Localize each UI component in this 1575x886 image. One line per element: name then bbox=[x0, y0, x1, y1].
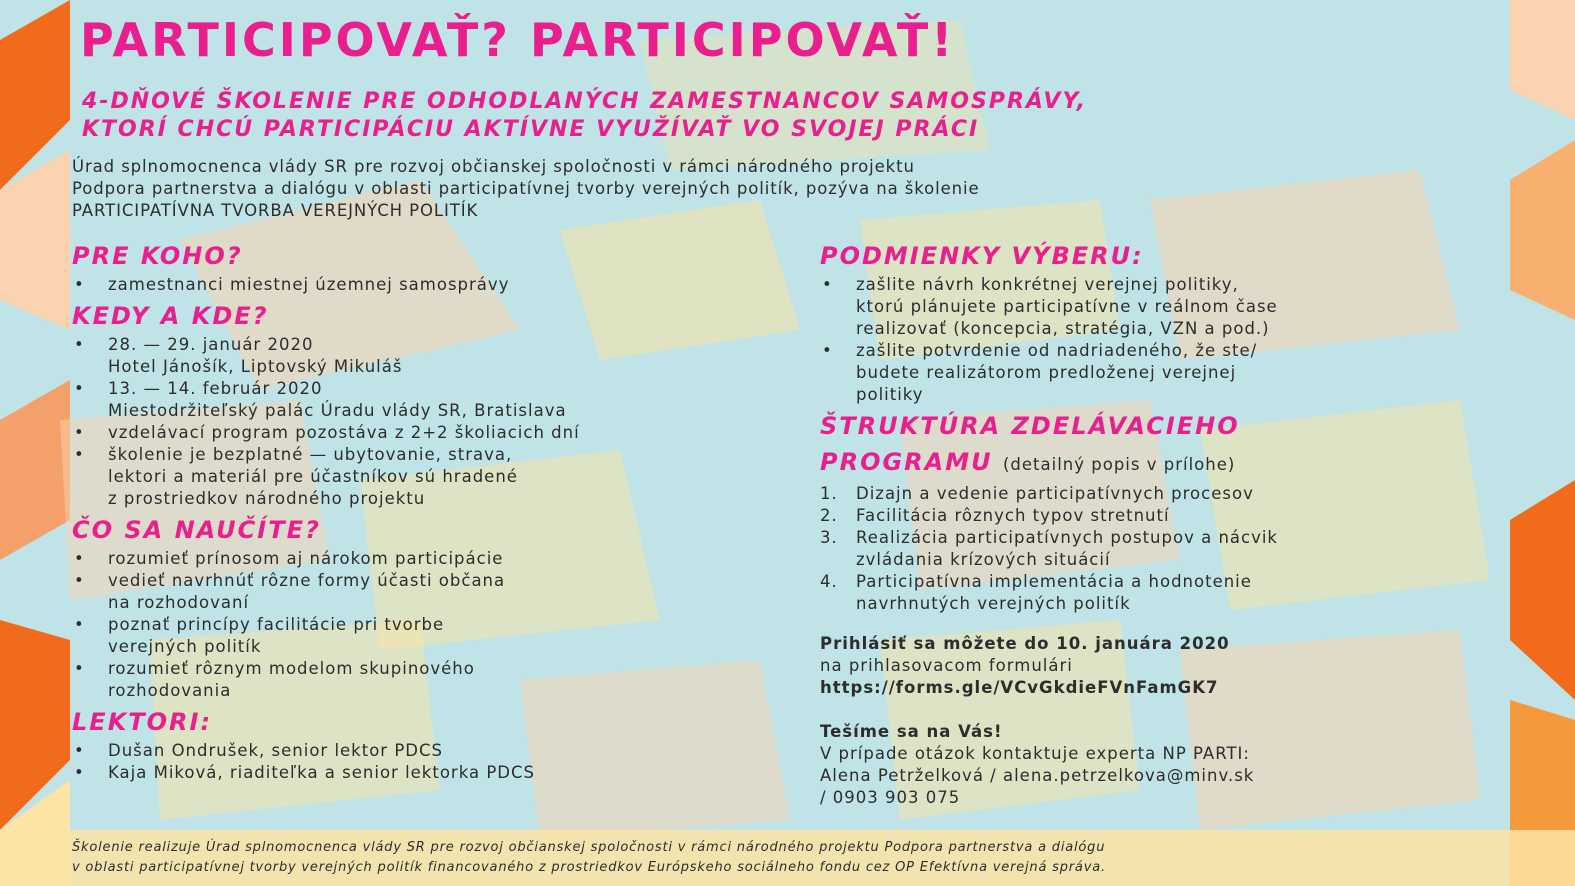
heading-struktura-line1: ŠTRUKTÚRA ZDELÁVACIEHO bbox=[820, 412, 1240, 440]
footer-text: Školenie realizuje Úrad splnomocnenca vlády SR pre rozvoj občianskej spoločnosti v rámci národného projektu Podpora partnerstva a dialógu v oblasti participatívnej tvorby verejných politík financovaného z prostriedkov Európskeho sociálneho fondu cez OP Efektívna verejná správa. bbox=[72, 840, 1106, 875]
list-lektori bbox=[72, 740, 792, 784]
heading-lektori: LEKTORI: bbox=[72, 708, 213, 736]
list-podmienky bbox=[820, 274, 1510, 406]
list-co-sa-naucite bbox=[72, 548, 792, 702]
list-item: 1. Dizajn a vedenie participatívnych procesov bbox=[820, 484, 1254, 503]
intro-text: Úrad splnomocnenca vlády SR pre rozvoj občianskej spoločnosti v rámci národného projektu Podpora partnerstva a dialógu v oblasti participatívnej tvorby verejných politík, pozýva na školenie PARTICIPATÍVNA TVORBA VEREJNÝCH POLITÍK bbox=[72, 157, 980, 220]
right-column bbox=[820, 236, 1510, 809]
list-item: • Kaja Miková, riaditeľka a senior lektorka PDCS bbox=[72, 762, 792, 784]
registration-form-text: na prihlasovacom formulári bbox=[820, 656, 1073, 675]
list-item: 3. Realizácia participatívnych postupov a nácvik zvládania krízových situácií bbox=[820, 528, 1278, 569]
contact-greeting: Tešíme sa na Vás! bbox=[820, 722, 1003, 741]
heading-struktura bbox=[820, 408, 1510, 483]
list-item: • zašlite návrh konkrétnej verejnej politiky, ktorú plánujete participatívne v reálnom čase realizovať (koncepcia, stratégia, VZN a pod.) bbox=[820, 274, 1510, 340]
list-item: • zamestnanci miestnej územnej samosprávy bbox=[72, 274, 792, 296]
heading-pre-koho: PRE KOHO? bbox=[72, 242, 243, 270]
list-kedy-a-kde bbox=[72, 334, 792, 510]
list-struktura bbox=[820, 483, 1510, 615]
registration-deadline: Prihlásiť sa môžete do 10. januára 2020 bbox=[820, 634, 1230, 653]
list-item: • zašlite potvrdenie od nadriadeného, že ste/ budete realizátorom predloženej verejnej politiky bbox=[820, 340, 1510, 406]
list-item: • rozumieť rôznym modelom skupinového rozhodovania bbox=[72, 658, 792, 702]
struktura-note: (detailný popis v prílohe) bbox=[1002, 455, 1236, 474]
poster-title: PARTICIPOVAŤ? PARTICIPOVAŤ! bbox=[80, 13, 956, 67]
registration-link[interactable]: https://forms.gle/VCvGkdieFVnFamGK7 bbox=[820, 678, 1219, 697]
heading-podmienky-vyberu: PODMIENKY VÝBERU: bbox=[820, 242, 1144, 270]
contact-text: V prípade otázok kontaktuje experta NP PARTI: Alena Petrželková / alena.petrzelkova@minv.sk / 0903 903 075 bbox=[820, 744, 1255, 807]
list-item: • Dušan Ondrušek, senior lektor PDCS bbox=[72, 740, 792, 762]
heading-kedy-a-kde: KEDY A KDE? bbox=[72, 302, 269, 330]
heading-struktura-line2: PROGRAMU bbox=[820, 448, 993, 476]
registration-block bbox=[820, 633, 1510, 699]
list-item: • 28. — 29. január 2020 Hotel Jánošík, Liptovský Mikuláš bbox=[72, 334, 792, 378]
list-item: 2. Facilitácia rôznych typov stretnutí bbox=[820, 506, 1170, 525]
poster-subtitle: 4-DŇOVÉ ŠKOLENIE PRE ODHODLANÝCH ZAMESTNANCOV SAMOSPRÁVY, KTORÍ CHCÚ PARTICIPÁCIU AKTÍVNE VYUŽÍVAŤ VO SVOJEJ PRÁCI bbox=[82, 89, 1088, 142]
list-item: • vzdelávací program pozostáva z 2+2 školiacich dní bbox=[72, 422, 792, 444]
list-item: 4. Participatívna implementácia a hodnotenie navrhnutých verejných politík bbox=[820, 572, 1252, 613]
list-item: • rozumieť prínosom aj nárokom participácie bbox=[72, 548, 792, 570]
contact-block bbox=[820, 721, 1510, 809]
list-item: • 13. — 14. február 2020 Miestodržiteľský palác Úradu vlády SR, Bratislava bbox=[72, 378, 792, 422]
list-item: • vedieť navrhnúť rôzne formy účasti občana na rozhodovaní bbox=[72, 570, 792, 614]
list-pre-koho bbox=[72, 274, 792, 296]
left-column bbox=[72, 236, 792, 784]
heading-co-sa-naucite: ČO SA NAUČÍTE? bbox=[72, 516, 321, 544]
list-item: • školenie je bezplatné — ubytovanie, strava, lektori a materiál pre účastníkov sú hradené z prostriedkov národného projektu bbox=[72, 444, 792, 510]
list-item: • poznať princípy facilitácie pri tvorbe verejných politík bbox=[72, 614, 792, 658]
